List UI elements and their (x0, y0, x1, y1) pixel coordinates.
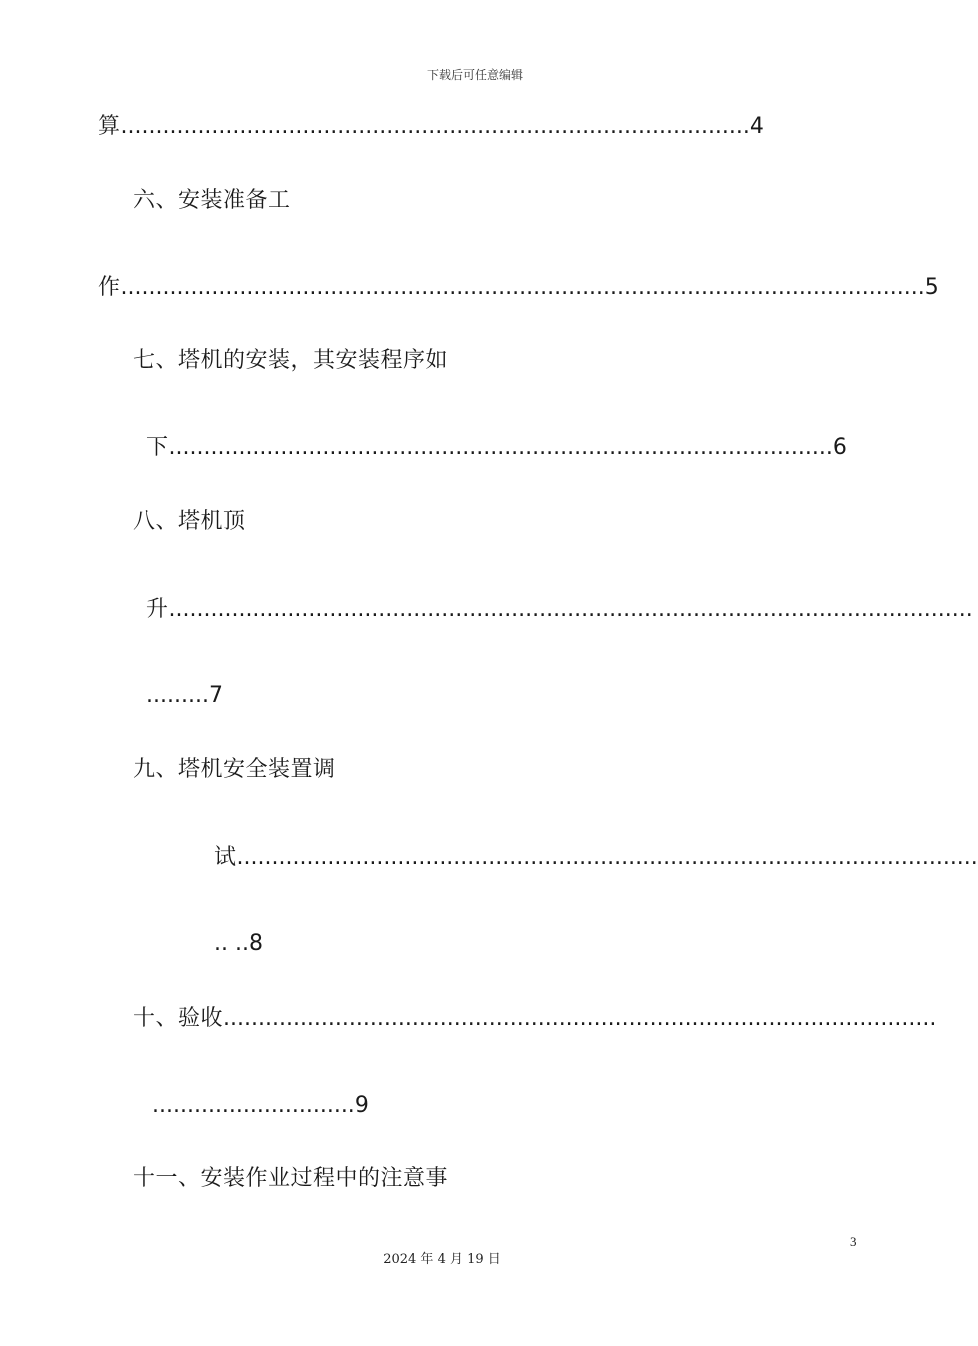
toc-leader: ............................. (152, 1093, 355, 1118)
toc-entry-title: 六、安装准备工 (133, 188, 291, 213)
toc-entry (133, 346, 448, 376)
toc-entry (133, 1004, 937, 1034)
toc-entry-title: 下 (146, 435, 169, 460)
page-number: 3 (850, 1234, 857, 1249)
toc-page-number: 6 (832, 435, 848, 460)
toc-entry (133, 755, 336, 785)
toc-page-number: 7 (208, 683, 224, 708)
toc-entry-title: 作 (98, 275, 121, 300)
toc-leader: .......................................................................................................... (236, 845, 978, 870)
toc-entry (98, 273, 939, 303)
toc-entry (146, 433, 847, 463)
toc-leader: ................................................................................................................... (120, 275, 925, 300)
toc-page-number: 8 (248, 931, 264, 956)
toc-leader: ......... (146, 683, 209, 708)
toc-entry (214, 843, 978, 873)
toc-entry (146, 595, 973, 625)
toc-entry (214, 929, 263, 959)
toc-entry (98, 112, 764, 142)
toc-leader: ............................................................................................... (168, 435, 833, 460)
toc-entry (133, 186, 291, 216)
toc-entry (152, 1091, 369, 1121)
toc-entry-title: 十一、安装作业过程中的注意事 (133, 1166, 449, 1191)
toc-leader: .. .. (214, 931, 249, 956)
toc-entry-title: 七、塔机的安装，其安装程序如 (133, 348, 449, 373)
toc-entry-title: 升 (146, 597, 169, 622)
toc-entry (133, 1164, 448, 1194)
toc-entry (133, 507, 246, 537)
page-header: 下载后可任意编辑 (426, 68, 523, 82)
toc-entry (146, 681, 223, 711)
page-footer-date: 2024 年 4 月 19 日 (383, 1252, 501, 1267)
toc-entry-title: 算 (98, 114, 121, 139)
toc-page-number: 9 (354, 1093, 370, 1118)
toc-page-number: 4 (749, 114, 765, 139)
toc-leader: ................................................................................................................... (168, 597, 973, 622)
toc-entry-title: 九、塔机安全装置调 (133, 757, 336, 782)
toc-leader: .......................................................................................... (120, 114, 750, 139)
toc-entry-title: 八、塔机顶 (133, 509, 246, 534)
toc-leader: ...................................................................................................... (223, 1006, 937, 1031)
toc-entry-title: 试 (214, 845, 237, 870)
toc-page-number: 5 (924, 275, 940, 300)
toc-entry-title: 十、验收 (133, 1006, 224, 1031)
